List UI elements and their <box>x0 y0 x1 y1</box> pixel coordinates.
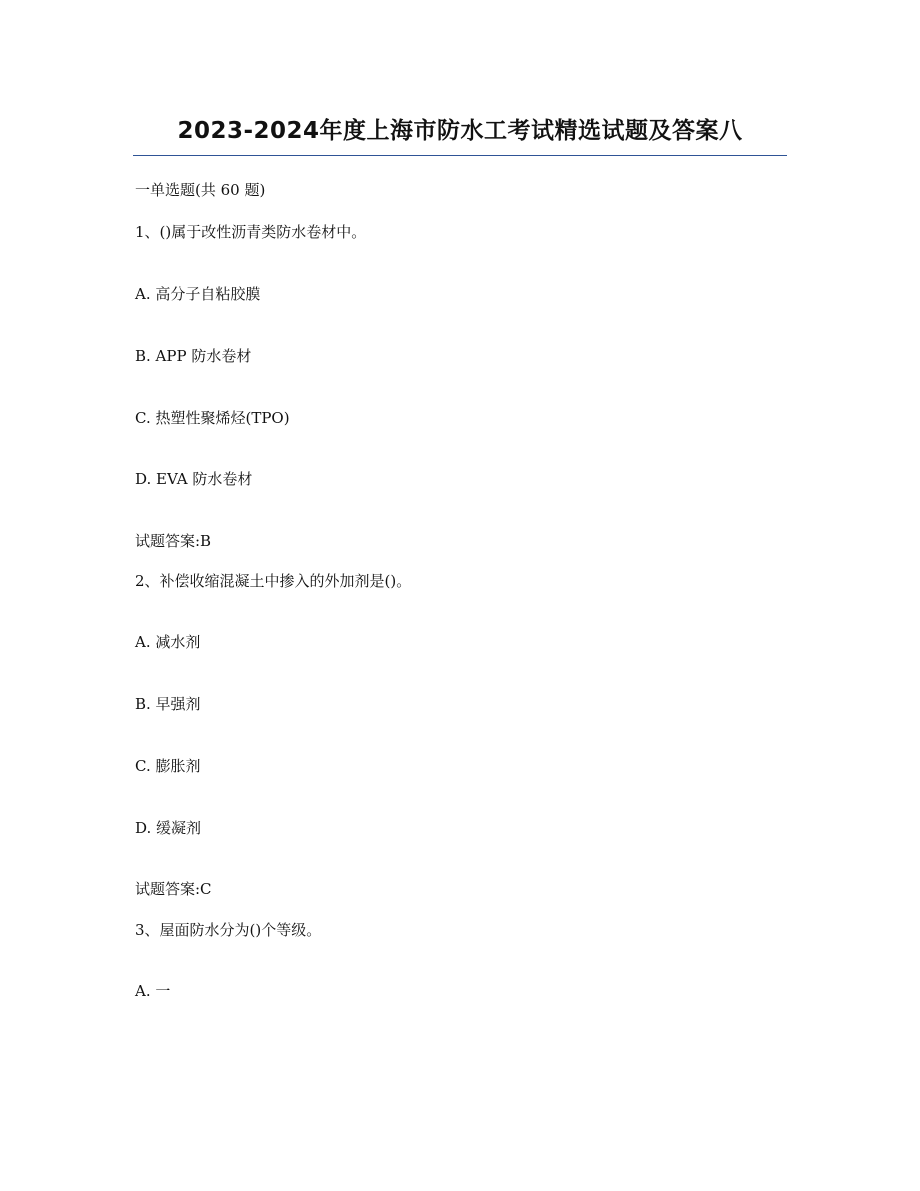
question-2-option-a: A. 减水剂 <box>135 633 201 651</box>
question-2-stem: 2、补偿收缩混凝土中掺入的外加剂是()。 <box>135 572 412 590</box>
question-1-option-a: A. 高分子自粘胶膜 <box>135 285 261 303</box>
question-1-stem: 1、()属于改性沥青类防水卷材中。 <box>135 223 367 241</box>
question-1-option-c: C. 热塑性聚烯烃(TPO) <box>135 409 290 427</box>
question-2-answer: 试题答案:C <box>135 880 212 898</box>
question-1-option-d: D. EVA 防水卷材 <box>135 470 253 488</box>
question-2-option-d: D. 缓凝剂 <box>135 819 202 837</box>
page-title: 2023-2024年度上海市防水工考试精选试题及答案八 <box>177 118 743 144</box>
title-divider <box>133 155 787 156</box>
question-3-option-a: A. 一 <box>135 982 171 1000</box>
question-2-option-c: C. 膨胀剂 <box>135 757 201 775</box>
question-2-option-b: B. 早强剂 <box>135 695 201 713</box>
question-3-stem: 3、屋面防水分为()个等级。 <box>135 921 322 939</box>
question-1-option-b: B. APP 防水卷材 <box>135 347 252 365</box>
section-heading: 一单选题(共 60 题) <box>135 181 266 199</box>
question-1-answer: 试题答案:B <box>135 532 212 550</box>
